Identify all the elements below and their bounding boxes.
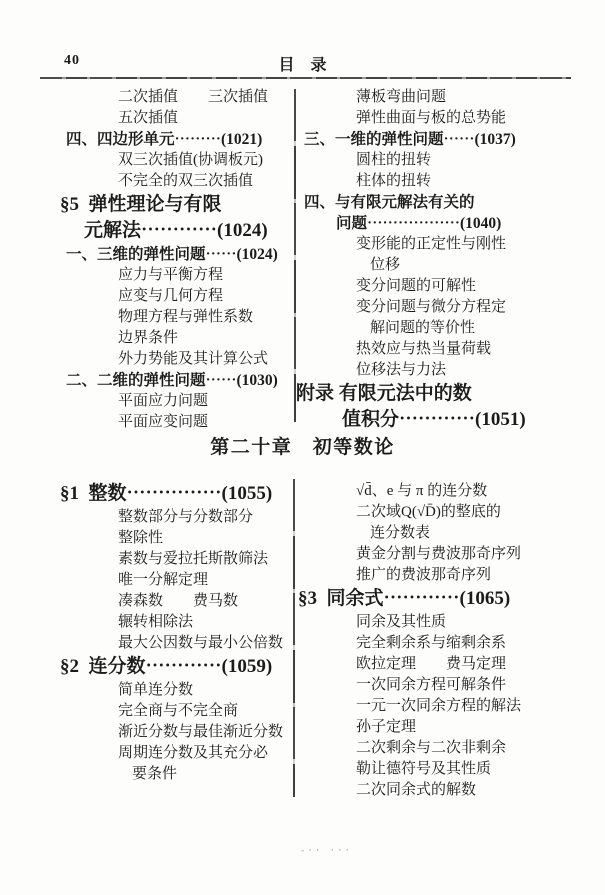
toc-entry: 二次剩余与二次非剩余 [356,740,507,756]
toc-entry: 周期连分数及其充分必 [118,745,269,761]
toc-entry: 应变与几何方程 [118,288,224,304]
chapter-heading: 第二十章 初等数论 [210,437,395,458]
toc-entry: 完全商与不完全商 [118,703,239,719]
toc-entry: 推广的费波那奇序列 [356,567,492,583]
toc-entry: 问题⋯⋯⋯⋯⋯⋯(1040) [336,215,502,232]
toc-entry: 三、一维的弹性问题⋯⋯(1037) [304,131,516,148]
toc-entry: 热效应与热当量荷载 [356,341,492,357]
toc-entry: 二、二维的弹性问题⋯⋯(1030) [66,372,278,389]
toc-entry: 平面应力问题 [118,393,209,409]
toc-entry: §2 连分数⋯⋯⋯⋯(1059) [60,656,273,677]
toc-entry: §3 同余式⋯⋯⋯⋯(1065) [298,588,511,609]
toc-top-section [58,87,570,433]
toc-entry: 变分问题的可解性 [356,278,477,294]
toc-entry: §5 弹性理论与有限 [60,194,222,215]
toc-entry: 渐近分数与最佳渐近分数 [118,724,284,740]
toc-entry: 位移法与力法 [356,362,447,378]
toc-entry: 边界条件 [118,330,179,346]
column-divider-bottom [293,479,295,797]
toc-entry: 欧拉定理 费马定理 [356,656,507,672]
toc-entry: 一次同余方程可解条件 [356,677,507,693]
toc-entry: 同余及其性质 [356,614,447,630]
toc-entry: √d̄、e 与 π 的连分数 [356,483,488,499]
toc-entry: 五次插值 [118,110,179,126]
toc-entry: 二次同余式的解数 [356,782,477,798]
toc-entry: 弹性曲面与板的总势能 [356,110,507,126]
toc-entry: 最大公因数与最小公倍数 [118,635,284,651]
toc-entry: 一、三维的弹性问题⋯⋯(1024) [66,246,278,263]
column-divider-top [294,89,296,422]
toc-entry: 变分问题与微分方程定 [356,299,507,315]
toc-entry: 附录 有限元法中的数 [296,383,472,404]
toc-entry: 二次域Q(√D̄)的整底的 [356,504,501,520]
toc-entry: 素数与爱拉托斯散筛法 [118,551,269,567]
toc-entry: 要条件 [132,766,178,782]
toc-top-left-column [58,87,292,433]
toc-bottom-right-column [296,481,570,801]
print-artifact: -·· ··· [300,846,352,856]
toc-entry: 平面应变问题 [118,414,209,430]
toc-entry: 整除性 [118,530,164,546]
toc-entry: 整数部分与分数部分 [118,509,254,525]
toc-entry: 外力势能及其计算公式 [118,351,269,367]
toc-bottom-section [58,481,570,811]
toc-entry: 双三次插值(协调板元) [118,152,263,168]
toc-entry: 黄金分割与费波那奇序列 [356,546,522,562]
toc-entry: 圆柱的扭转 [356,152,432,168]
toc-entry: 变形能的正定性与刚性 [356,236,507,252]
toc-entry: 完全剩余系与缩剩余系 [356,635,507,651]
toc-entry: 勒让德符号及其性质 [356,761,492,777]
toc-entry: 解问题的等价性 [370,320,476,336]
toc-entry: 唯一分解定理 [118,572,209,588]
toc-entry: §1 整数⋯⋯⋯⋯⋯(1055) [60,483,273,504]
toc-entry: 元解法⋯⋯⋯⋯(1024) [84,220,268,241]
toc-entry: 凑森数 费马数 [118,593,239,609]
toc-entry: 二次插值 三次插值 [118,89,269,105]
toc-top-right-column [296,87,570,433]
running-head-title: 目 录 [278,57,327,74]
toc-bottom-left-column [58,481,292,785]
toc-entry: 辗转相除法 [118,614,194,630]
toc-entry: 物理方程与弹性系数 [118,309,254,325]
toc-entry: 薄板弯曲问题 [356,89,447,105]
page-number: 40 [64,53,80,68]
toc-entry: 值积分⋯⋯⋯⋯(1051) [342,409,526,430]
toc-entry: 不完全的双三次插值 [118,173,254,189]
toc-entry: 柱体的扭转 [356,173,432,189]
toc-entry: 简单连分数 [118,682,194,698]
toc-entry: 孙子定理 [356,719,417,735]
toc-entry: 应力与平衡方程 [118,267,224,283]
header-rule [40,77,571,79]
toc-entry: 四、与有限元解法有关的 [304,194,475,211]
toc-entry: 位移 [370,257,401,273]
toc-entry: 连分数表 [370,525,431,541]
toc-entry: 四、四边形单元⋯⋯⋯(1021) [66,131,263,148]
toc-entry: 一元一次同余方程的解法 [356,698,522,714]
